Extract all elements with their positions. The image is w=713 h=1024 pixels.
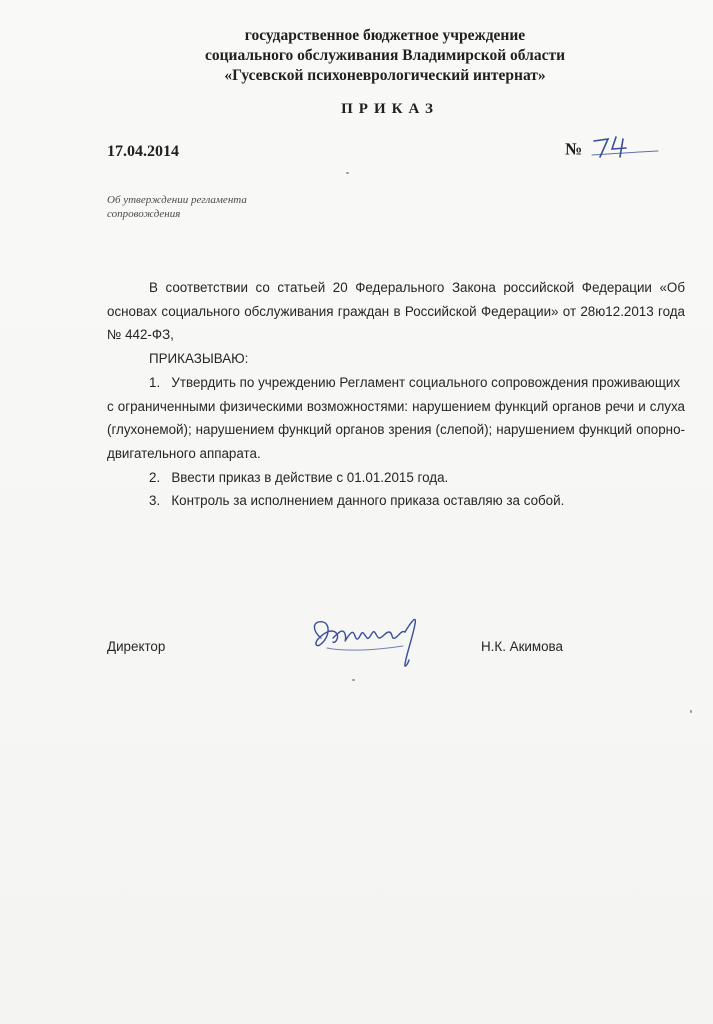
list-item-1-line-2: с ограниченными физическими возможностями: нарушением функций органов речи и слуха	[107, 398, 685, 414]
signature-block	[107, 608, 587, 668]
header-line-1: государственное бюджетное учреждение	[244, 27, 526, 44]
preamble-line-2: основах социального обслуживания граждан в Российской Федерации» от 28ю12.2013 года	[107, 303, 685, 319]
handwritten-number-mark	[590, 133, 660, 161]
preamble-line-3: № 442-ФЗ,	[107, 327, 174, 343]
header-line-3: «Гусевской психоневрологический интернат»	[224, 67, 546, 84]
scan-speck	[346, 172, 349, 174]
list-item-2-text: Ввести приказ в действие с 01.01.2015 года.	[171, 469, 449, 485]
signer-name: Н.К. Акимова	[481, 639, 563, 654]
order-subject	[107, 193, 307, 221]
order-word: ПРИКАЗЫВАЮ:	[149, 351, 249, 367]
handwritten-signature	[307, 608, 437, 675]
order-body	[107, 276, 685, 513]
list-item-3	[107, 489, 685, 513]
subject-line-1: Об утверждении регламента	[107, 194, 247, 206]
signature-mark	[307, 608, 437, 670]
list-item-1-line-3: (глухонемой); нарушением функций органов зрения (слепой); нарушением функций опорно-	[107, 422, 685, 438]
list-item-3-text: Контроль за исполнением данного приказа оставляю за собой.	[171, 493, 565, 509]
list-item-1-number: 1.	[149, 374, 161, 390]
handwritten-number	[590, 133, 660, 166]
subject-line-2: сопровождения	[107, 208, 181, 220]
number-sign: №	[565, 139, 583, 159]
scan-speck	[352, 679, 355, 681]
preamble-line-1: В соответствии со статьей 20 Федерального Закона российской Федерации «Об	[149, 280, 685, 295]
signer-position: Директор	[107, 639, 166, 654]
list-item-2	[107, 466, 685, 490]
list-item-1-line-4: двигательного аппарата.	[107, 445, 261, 461]
order-date: 17.04.2014	[107, 143, 179, 160]
scan-speck	[690, 710, 692, 713]
list-item-2-number: 2.	[149, 469, 161, 485]
institution-header	[150, 26, 620, 86]
list-item-1-line-1: Утвердить по учреждению Регламент социального сопровождения проживающих	[171, 374, 681, 390]
header-line-2: социального обслуживания Владимирской области	[204, 47, 566, 64]
order-number	[565, 133, 660, 166]
list-item-1	[107, 371, 685, 395]
list-item-3-number: 3.	[149, 493, 161, 509]
order-title: ПРИКАЗ	[341, 101, 439, 117]
